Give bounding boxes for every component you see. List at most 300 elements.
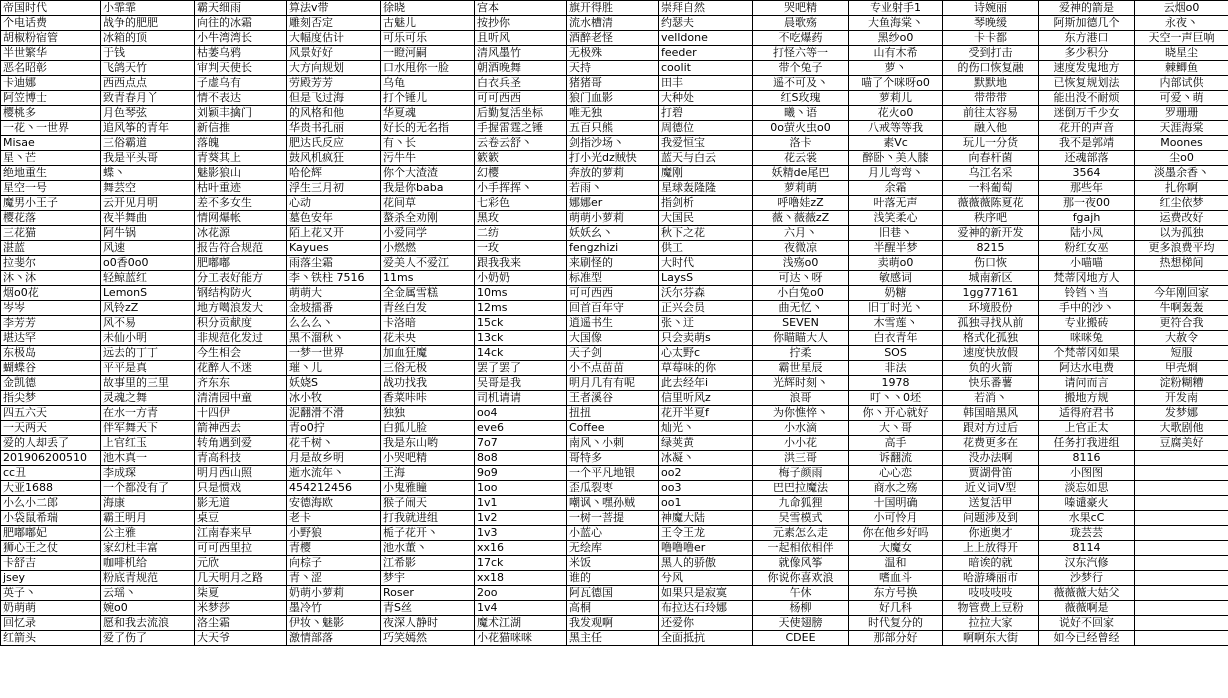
table-cell: 2oo: [475, 586, 567, 601]
table-cell: 小鬼雅瞳: [381, 481, 475, 496]
table-cell: 今生相会: [195, 346, 287, 361]
table-cell: 没办法啊: [943, 451, 1039, 466]
table-cell: 璀丶儿: [287, 361, 381, 376]
table-cell: 玩儿一分货: [943, 136, 1039, 151]
table-cell: feeder: [659, 46, 753, 61]
table-cell: 薇薇薇陈夏花: [943, 196, 1039, 211]
table-cell: 王令王龙: [659, 526, 753, 541]
table-cell: 浅笑柔心: [849, 211, 943, 226]
table-cell: 格式化孤独: [943, 331, 1039, 346]
table-cell: 一天两天: [1, 421, 101, 436]
table-cell: 萌萌小萝莉: [567, 211, 659, 226]
table-cell: [1135, 616, 1228, 631]
table-cell: 问题涉及到: [943, 511, 1039, 526]
table-cell: 三花猫: [1, 226, 101, 241]
table-cell: 地方噶浪发大: [195, 301, 287, 316]
table-cell: [1135, 571, 1228, 586]
table-cell: 小水滴: [753, 421, 849, 436]
table-cell: 乌江名采: [943, 166, 1039, 181]
table-cell: 0o萤火虫o0: [753, 121, 849, 136]
table-cell: 一个平凡地银: [567, 466, 659, 481]
table-cell: 12ms: [475, 301, 567, 316]
table-cell: xx18: [475, 571, 567, 586]
table-cell: 剑指沙场丶: [567, 136, 659, 151]
table-row: [1, 526, 1228, 541]
table-cell: 扎你啊: [1135, 181, 1228, 196]
table-cell: 伴军舞天下: [101, 421, 195, 436]
table-cell: 棘鲫鱼: [1135, 61, 1228, 76]
table-cell: 算法v带: [287, 1, 381, 16]
table-row: [1, 226, 1228, 241]
table-cell: 罗珊珊: [1135, 106, 1228, 121]
table-row: [1, 46, 1228, 61]
table-cell: 堪达罕: [1, 331, 101, 346]
table-cell: 我不是郭靖: [1039, 136, 1135, 151]
table-cell: 大时代: [659, 256, 753, 271]
table-cell: 薇丶薇薇zZ: [753, 211, 849, 226]
table-cell: 青丝白发: [381, 301, 475, 316]
table-cell: 元素怎么走: [753, 526, 849, 541]
table-cell: 454212456: [287, 481, 381, 496]
table-cell: 快乐番薯: [943, 376, 1039, 391]
table-cell: 心太野c: [659, 346, 753, 361]
table-cell: 诗婉丽: [943, 1, 1039, 16]
table-cell: 花火o0: [849, 106, 943, 121]
table-body: [1, 1, 1228, 646]
table-cell: 影无道: [195, 496, 287, 511]
table-cell: 洛卡: [753, 136, 849, 151]
table-cell: 为你憔悴丶: [753, 406, 849, 421]
table-cell: 花间草: [381, 196, 475, 211]
table-cell: 娜娜er: [567, 196, 659, 211]
table-cell: 好几科: [849, 601, 943, 616]
table-cell: 就像风筝: [753, 556, 849, 571]
table-cell: 一瞪河嗣: [381, 46, 475, 61]
table-cell: 泥翻滑不滑: [287, 406, 381, 421]
table-cell: 吴哥是我: [475, 376, 567, 391]
table-cell: 宫本: [475, 1, 567, 16]
table-row: [1, 31, 1228, 46]
table-cell: 云开见月明: [101, 196, 195, 211]
table-cell: 雨落尘霜: [287, 256, 381, 271]
table-cell: 牛啊轰轰: [1135, 301, 1228, 316]
table-cell: 花费更多在: [943, 436, 1039, 451]
table-cell: 的伤口恢复融: [943, 61, 1039, 76]
table-cell: [1135, 556, 1228, 571]
table-cell: 奶萌小萝莉: [287, 586, 381, 601]
table-cell: 情网爆帐: [195, 211, 287, 226]
table-cell: 独独: [381, 406, 475, 421]
table-cell: 箭神西去: [195, 421, 287, 436]
table-cell: SEVEN: [753, 316, 849, 331]
table-cell: oo3: [659, 481, 753, 496]
table-cell: 小图图: [1039, 466, 1135, 481]
table-cell: 爱神的箭是: [1039, 1, 1135, 16]
table-cell: 冰箱的顶: [101, 31, 195, 46]
table-cell: 淡忘如思: [1039, 481, 1135, 496]
table-cell: [1135, 496, 1228, 511]
table-row: [1, 211, 1228, 226]
table-cell: 天使翅膀: [753, 616, 849, 631]
table-cell: 八戒等等我: [849, 121, 943, 136]
table-row: [1, 61, 1228, 76]
table-cell: 华贵书孔丽: [287, 121, 381, 136]
table-cell: 我爱恒宝: [659, 136, 753, 151]
table-cell: 向春杆菌: [943, 151, 1039, 166]
table-cell: 一花丶一世界: [1, 121, 101, 136]
table-cell: 老卡: [287, 511, 381, 526]
table-cell: 曲无忆丶: [753, 301, 849, 316]
table-cell: 小霏霏: [101, 1, 195, 16]
table-cell: 二纺: [475, 226, 567, 241]
table-cell: 云卷云舒丶: [475, 136, 567, 151]
table-cell: 说好不回家: [1039, 616, 1135, 631]
table-cell: [1135, 586, 1228, 601]
table-cell: 海康: [101, 496, 195, 511]
table-cell: 14ck: [475, 346, 567, 361]
table-cell: 小可怜月: [849, 511, 943, 526]
table-cell: 小奶奶: [475, 271, 567, 286]
table-cell: 晓星尘: [1135, 46, 1228, 61]
table-cell: 钢结构防火: [195, 286, 287, 301]
table-cell: 15ck: [475, 316, 567, 331]
table-cell: 半醒半梦: [849, 241, 943, 256]
table-cell: 黑玫: [475, 211, 567, 226]
table-cell: 拧柔: [753, 346, 849, 361]
table-cell: 旧巷丶: [849, 226, 943, 241]
table-cell: 妖精de尾巴: [753, 166, 849, 181]
table-cell: 白衣兵圣: [475, 76, 567, 91]
table-cell: 花开半夏f: [659, 406, 753, 421]
table-cell: CDEE: [753, 631, 849, 646]
table-cell: 云烟o0: [1135, 1, 1228, 16]
table-cell: 霸王明月: [101, 511, 195, 526]
table-cell: 还爱你: [659, 616, 753, 631]
table-cell: 肥嘟嘟妃: [1, 526, 101, 541]
table-cell: 无极殊: [567, 46, 659, 61]
table-cell: [1135, 511, 1228, 526]
table-cell: 永夜丶: [1135, 16, 1228, 31]
table-cell: 风铃zZ: [101, 301, 195, 316]
table-cell: 舞芸空: [101, 181, 195, 196]
table-cell: 红S玫瑰: [753, 91, 849, 106]
table-cell: 小手挥挥丶: [475, 181, 567, 196]
table-cell: 李丶铁柱 7516: [287, 271, 381, 286]
table-cell: 素Vc: [849, 136, 943, 151]
table-cell: 爱了伤了: [101, 631, 195, 646]
table-row: [1, 346, 1228, 361]
table-cell: 阿瓦德国: [567, 586, 659, 601]
table-cell: 大方向规划: [287, 61, 381, 76]
table-cell: 粉底青规范: [101, 571, 195, 586]
table-cell: 13ck: [475, 331, 567, 346]
table-cell: 向棕子: [287, 556, 381, 571]
table-cell: 1oo: [475, 481, 567, 496]
table-cell: 黑不溜秋丶: [287, 331, 381, 346]
table-cell: 王者溪谷: [567, 391, 659, 406]
table-cell: 兮风: [659, 571, 753, 586]
table-cell: 淡墨余香丶: [1135, 166, 1228, 181]
table-cell: 元欣: [195, 556, 287, 571]
table-cell: 星丶芒: [1, 151, 101, 166]
table-cell: 红箭头: [1, 631, 101, 646]
table-cell: 战争的肥肥: [101, 16, 195, 31]
table-cell: 淀粉糊糟: [1135, 376, 1228, 391]
table-cell: 陌上花又开: [287, 226, 381, 241]
table-cell: 孤独寻找从前: [943, 316, 1039, 331]
table-cell: 更符合我: [1135, 316, 1228, 331]
table-cell: 天子剑: [567, 346, 659, 361]
table-cell: 你在他乡好吗: [849, 526, 943, 541]
table-cell: 无绘库: [567, 541, 659, 556]
table-cell: 秋下之花: [659, 226, 753, 241]
table-cell: 小喵喵: [1039, 256, 1135, 271]
table-cell: 田丰: [659, 76, 753, 91]
table-cell: 8215: [943, 241, 1039, 256]
table-cell: 月儿弯弯丶: [849, 166, 943, 181]
table-cell: 8116: [1039, 451, 1135, 466]
table-cell: 哥特多: [567, 451, 659, 466]
table-cell: 未仙小明: [101, 331, 195, 346]
table-cell: 汉东汽修: [1039, 556, 1135, 571]
table-cell: 鼓风机疯狂: [287, 151, 381, 166]
table-cell: 吱吱吱吱: [943, 586, 1039, 601]
table-cell: 胡椒粉宿管: [1, 31, 101, 46]
table-cell: 指剑析: [659, 196, 753, 211]
table-cell: 墓色安年: [287, 211, 381, 226]
table-cell: 南风丶小刺: [567, 436, 659, 451]
table-cell: 柒夏: [195, 586, 287, 601]
table-cell: 1gg77161: [943, 286, 1039, 301]
table-cell: 爱美人不爱江: [381, 256, 475, 271]
table-cell: 哭吧精: [753, 1, 849, 16]
table-cell: 大种处: [659, 91, 753, 106]
table-cell: 上官正太: [1039, 421, 1135, 436]
table-cell: 尘o0: [1135, 151, 1228, 166]
table-cell: 任务打我进组: [1039, 436, 1135, 451]
table-cell: 伤口恢: [943, 256, 1039, 271]
table-cell: 月是故乡明: [287, 451, 381, 466]
table-cell: 肥嘟嘟: [195, 256, 287, 271]
table-cell: 呼噜娃zZ: [753, 196, 849, 211]
table-cell: 更多浪费平均: [1135, 241, 1228, 256]
table-cell: 跟我我来: [475, 256, 567, 271]
table-cell: 吴雪模式: [753, 511, 849, 526]
table-cell: 白狐儿脸: [381, 421, 475, 436]
table-cell: 暗诶的就: [943, 556, 1039, 571]
table-cell: 六月丶: [753, 226, 849, 241]
table-cell: [1135, 631, 1228, 646]
table-cell: 琴晚缓: [943, 16, 1039, 31]
table-cell: 迷倒万千少女: [1039, 106, 1135, 121]
table-cell: 陆小凤: [1039, 226, 1135, 241]
table-cell: 贾湖骨笛: [943, 466, 1039, 481]
table-cell: 报告符合规范: [195, 241, 287, 256]
table-cell: 上上放得开: [943, 541, 1039, 556]
table-cell: Coffee: [567, 421, 659, 436]
table-cell: 狼门血影: [567, 91, 659, 106]
table-cell: 约瑟夫: [659, 16, 753, 31]
table-cell: 高手: [849, 436, 943, 451]
table-cell: 蝴蝶谷: [1, 361, 101, 376]
table-cell: 在水一方青: [101, 406, 195, 421]
table-cell: 8o8: [475, 451, 567, 466]
table-cell: 魔刚: [659, 166, 753, 181]
table-row: [1, 466, 1228, 481]
table-cell: 七彩色: [475, 196, 567, 211]
table-cell: 小么小二郎: [1, 496, 101, 511]
table-cell: 浪哥: [753, 391, 849, 406]
table-cell: 开发南: [1135, 391, 1228, 406]
table-cell: 运费改好: [1135, 211, 1228, 226]
table-cell: 此去经年i: [659, 376, 753, 391]
table-cell: 青樱: [287, 541, 381, 556]
table-cell: 9o9: [475, 466, 567, 481]
table-cell: 三俗无极: [381, 361, 475, 376]
table-cell: 小牛湾湾长: [195, 31, 287, 46]
table-cell: 风不易: [101, 316, 195, 331]
table-cell: 魔术江湖: [475, 616, 567, 631]
table-cell: 17ck: [475, 556, 567, 571]
table-cell: 三俗霸道: [101, 136, 195, 151]
table-row: [1, 391, 1228, 406]
table-cell: 7o7: [475, 436, 567, 451]
table-cell: 8114: [1039, 541, 1135, 556]
table-cell: 一料葡萄: [943, 181, 1039, 196]
table-cell: 草莓味的你: [659, 361, 753, 376]
table-cell: 风景好好: [287, 46, 381, 61]
table-cell: 樱桃多: [1, 106, 101, 121]
table-cell: 湛蓝: [1, 241, 101, 256]
table-cell: LaysS: [659, 271, 753, 286]
table-cell: 非法: [849, 361, 943, 376]
table-cell: 英子丶: [1, 586, 101, 601]
table-cell: 午休: [753, 586, 849, 601]
table-cell: 岑岑: [1, 301, 101, 316]
table-cell: 正兴会员: [659, 301, 753, 316]
table-cell: 啊啊东大街: [943, 631, 1039, 646]
table-row: [1, 631, 1228, 646]
table-cell: 青葵其上: [195, 151, 287, 166]
table-cell: 粉红女巫: [1039, 241, 1135, 256]
table-cell: 旧丁时光丶: [849, 301, 943, 316]
table-cell: 我发观啊: [567, 616, 659, 631]
table-cell: 桌豆: [195, 511, 287, 526]
table-cell: 杨柳: [753, 601, 849, 616]
table-cell: 带个兔子: [753, 61, 849, 76]
table-cell: 豆腐美好: [1135, 436, 1228, 451]
table-cell: 一玫: [475, 241, 567, 256]
table-cell: oo2: [659, 466, 753, 481]
table-cell: 但是飞过海: [287, 91, 381, 106]
table-cell: 前往太容易: [943, 106, 1039, 121]
table-cell: 朝酒晚舞: [475, 61, 567, 76]
table-cell: 红尘依梦: [1135, 196, 1228, 211]
table-cell: 一树一菩提: [567, 511, 659, 526]
table-cell: 供工: [659, 241, 753, 256]
table-cell: 回忆录: [1, 616, 101, 631]
table-cell: 叶落无声: [849, 196, 943, 211]
table-cell: 咖啡机给: [101, 556, 195, 571]
table-cell: [1135, 466, 1228, 481]
table-cell: 华夏魂: [381, 106, 475, 121]
table-cell: 张丶迂: [659, 316, 753, 331]
table-cell: 浮生三月初: [287, 181, 381, 196]
table-cell: 大魔女: [849, 541, 943, 556]
table-cell: 魅影狼山: [195, 166, 287, 181]
table-cell: 明月西山照: [195, 466, 287, 481]
table-cell: 送复活甲: [943, 496, 1039, 511]
table-cell: 打怪六等一: [753, 46, 849, 61]
table-row: [1, 196, 1228, 211]
table-cell: 非规范化发过: [195, 331, 287, 346]
table-cell: 伊妆丶魅影: [287, 616, 381, 631]
table-cell: 猪猪哥: [567, 76, 659, 91]
table-cell: 奶萌萌: [1, 601, 101, 616]
table-cell: 敏感词: [849, 271, 943, 286]
table-cell: 远去的丁丁: [101, 346, 195, 361]
table-cell: 若雨丶: [567, 181, 659, 196]
table-cell: 萌萌大: [287, 286, 381, 301]
table-cell: 洛尘霜: [195, 616, 287, 631]
table-cell: 东方港口: [1039, 31, 1135, 46]
table-cell: 近义词V型: [943, 481, 1039, 496]
table-cell: 韩国暗黑风: [943, 406, 1039, 421]
table-cell: 水果cC: [1039, 511, 1135, 526]
table-cell: 专业搬砖: [1039, 316, 1135, 331]
table-cell: 内部试供: [1135, 76, 1228, 91]
table-cell: 花醉人不迷: [195, 361, 287, 376]
table-cell: 发梦娜: [1135, 406, 1228, 421]
table-cell: 只是惯戏: [195, 481, 287, 496]
table-row: [1, 556, 1228, 571]
table-cell: 全金属雪糕: [381, 286, 475, 301]
table-cell: 枯萎乌鸦: [195, 46, 287, 61]
table-cell: 你个大渣渣: [381, 166, 475, 181]
table-cell: 魔男小王子: [1, 196, 101, 211]
table-cell: 拉斐尔: [1, 256, 101, 271]
table-cell: 铃铛丶当: [1039, 286, 1135, 301]
table-row: [1, 121, 1228, 136]
table-cell: 高桐: [567, 601, 659, 616]
table-row: [1, 601, 1228, 616]
table-cell: 那些年: [1039, 181, 1135, 196]
table-cell: 你丶开心就好: [849, 406, 943, 421]
table-cell: 物管费上豆粉: [943, 601, 1039, 616]
table-cell: 于钱: [101, 46, 195, 61]
table-cell: 小花猫咪咪: [475, 631, 567, 646]
table-cell: xx16: [475, 541, 567, 556]
table-cell: 唯无独: [567, 106, 659, 121]
table-cell: Roser: [381, 586, 475, 601]
table-cell: 1v4: [475, 601, 567, 616]
table-cell: 个梵蒂冈如果: [1039, 346, 1135, 361]
table-cell: velldone: [659, 31, 753, 46]
table-cell: LemonS: [101, 286, 195, 301]
table-cell: 打个锤儿: [381, 91, 475, 106]
table-cell: o0香0o0: [101, 256, 195, 271]
table-cell: 嘲讽丶嘿孙贼: [567, 496, 659, 511]
table-cell: 卡迪娜: [1, 76, 101, 91]
table-cell: 热想梯间: [1135, 256, 1228, 271]
table-cell: 可可西西: [567, 286, 659, 301]
table-cell: 1v2: [475, 511, 567, 526]
table-cell: 冰花源: [195, 226, 287, 241]
table-cell: 可乐可乐: [381, 31, 475, 46]
table-cell: 刘颖丰擒门: [195, 106, 287, 121]
table-cell: 大丶哥: [849, 421, 943, 436]
table-cell: 嗪谴豪火: [1039, 496, 1135, 511]
